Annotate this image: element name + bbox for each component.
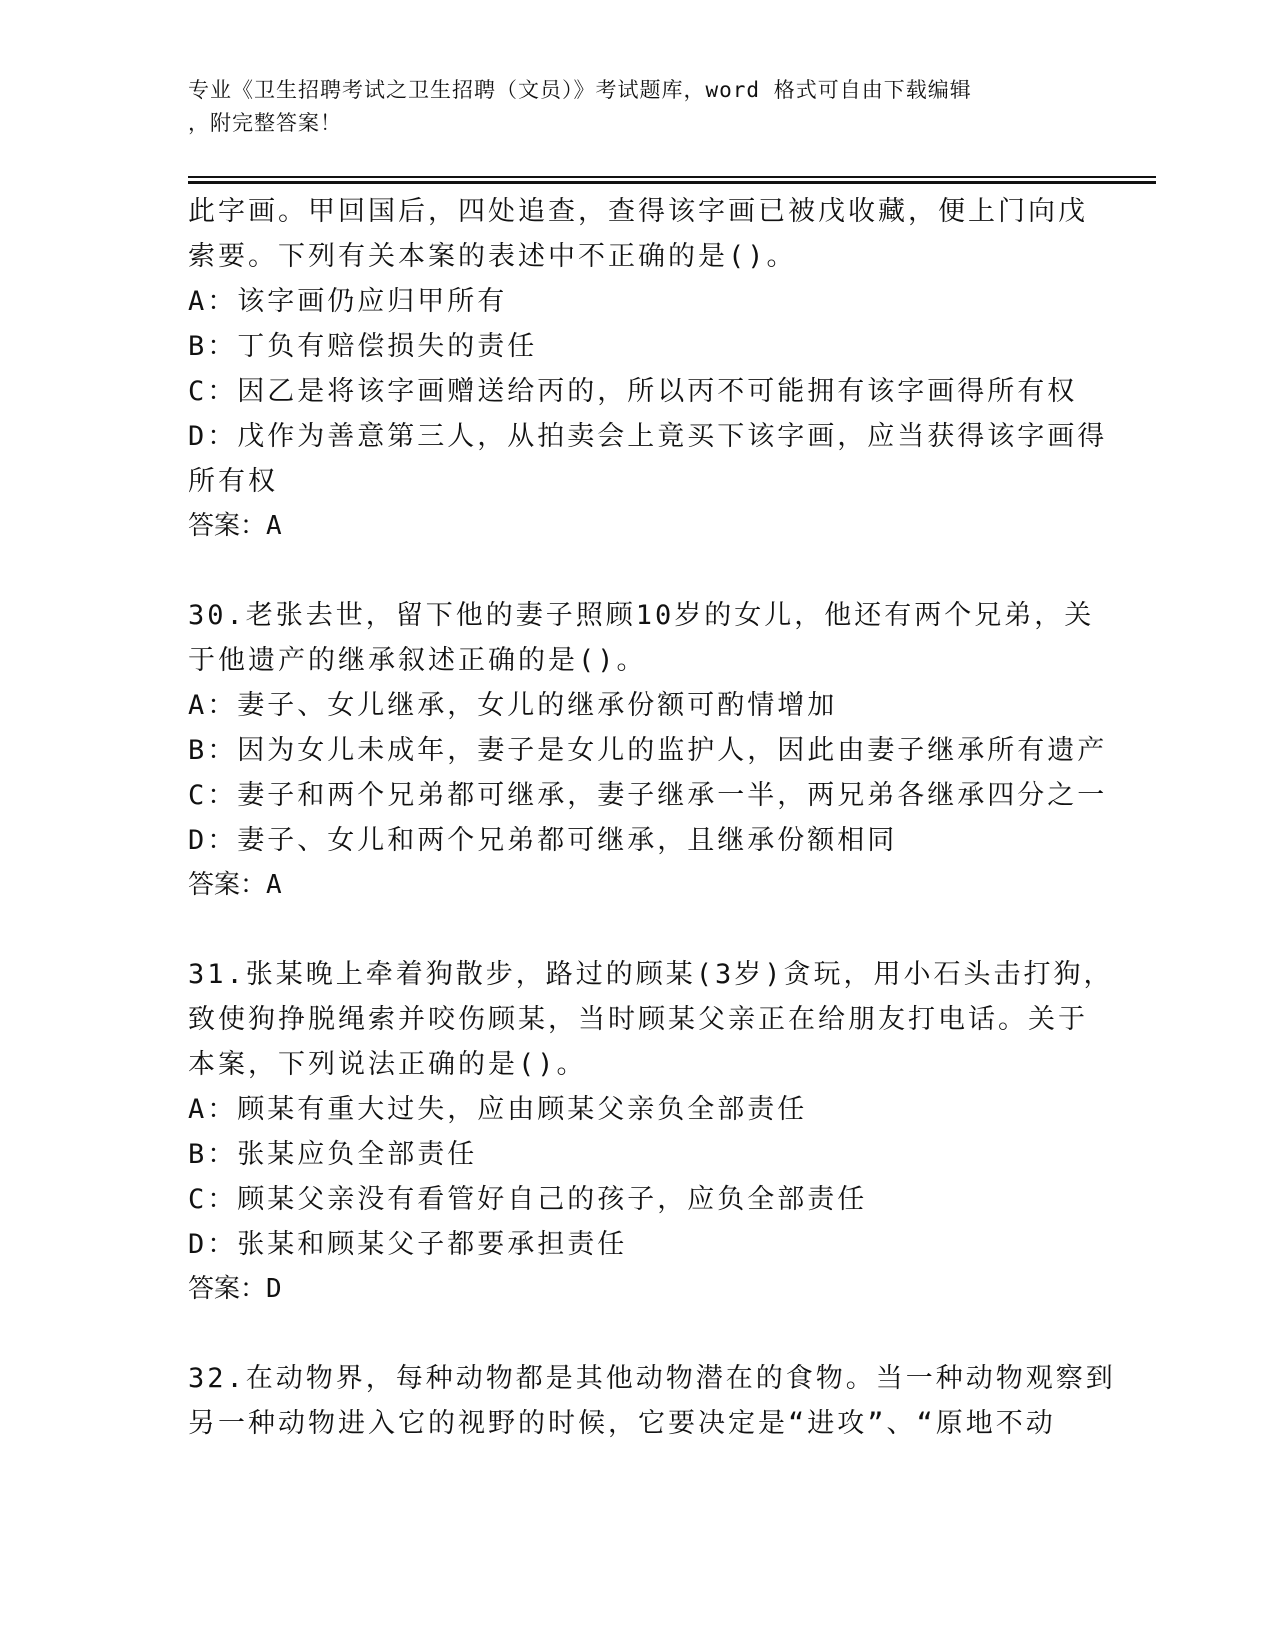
answer-label: 答案：: [188, 511, 267, 541]
option-d: D：戊作为善意第三人，从拍卖会上竟买下该字画，应当获得该字画得: [188, 421, 1108, 452]
header-divider-thick: [188, 181, 1156, 184]
answer-label: 答案：: [188, 870, 267, 900]
option-a: A：顾某有重大过失，应由顾某父亲负全部责任: [188, 1094, 808, 1125]
question-32: [188, 1356, 1116, 1446]
question-content: [188, 189, 1116, 1446]
option-b: B：张某应负全部责任: [188, 1139, 478, 1170]
header-divider-thin: [188, 176, 1156, 178]
document-header: [188, 74, 1078, 140]
option-d: D：妻子、女儿和两个兄弟都可继承，且继承份额相同: [188, 825, 898, 856]
question-text-line: 31.张某晚上牵着狗散步，路过的顾某(3岁)贪玩，用小石头击打狗，: [188, 959, 1114, 990]
question-text-line: 30.老张去世，留下他的妻子照顾10岁的女儿，他还有两个兄弟，关: [188, 600, 1095, 631]
answer-label: 答案：: [188, 1274, 267, 1304]
question-text-line: 本案，下列说法正确的是()。: [188, 1049, 587, 1080]
header-line-1: 专业《卫生招聘考试之卫生招聘（文员）》考试题库，word 格式可自由下载编辑: [188, 78, 972, 102]
answer-value: D: [266, 1274, 282, 1304]
question-text-line: 此字画。甲回国后，四处追查，查得该字画已被戊收藏，便上门向戊: [188, 196, 1088, 227]
option-c: C：顾某父亲没有看管好自己的孩子，应负全部责任: [188, 1184, 868, 1215]
answer-value: A: [266, 870, 282, 900]
option-c: C：因乙是将该字画赠送给丙的，所以丙不可能拥有该字画得所有权: [188, 376, 1078, 407]
header-line-2: ，附完整答案！: [188, 111, 342, 135]
option-a: A：该字画仍应归甲所有: [188, 286, 508, 317]
answer: [188, 863, 1088, 908]
question-text-line: 于他遗产的继承叙述正确的是()。: [188, 645, 647, 676]
option-a: A：妻子、女儿继承，女儿的继承份额可酌情增加: [188, 690, 838, 721]
answer: [188, 504, 1088, 549]
question-31: [188, 952, 1114, 1312]
option-b: B：因为女儿未成年，妻子是女儿的监护人，因此由妻子继承所有遗产: [188, 735, 1108, 766]
answer: [188, 1267, 1088, 1312]
question-text-line: 索要。下列有关本案的表述中不正确的是()。: [188, 241, 797, 272]
question-text-line: 致使狗挣脱绳索并咬伤顾某，当时顾某父亲正在给朋友打电话。关于: [188, 1004, 1088, 1035]
question-continued: [188, 189, 1108, 549]
question-text-line: 另一种动物进入它的视野的时候，它要决定是“进攻”、“原地不动: [188, 1408, 1056, 1439]
option-d-continued: 所有权: [188, 466, 278, 497]
question-text-line: 32.在动物界，每种动物都是其他动物潜在的食物。当一种动物观察到: [188, 1363, 1116, 1394]
answer-value: A: [266, 511, 282, 541]
option-b: B：丁负有赔偿损失的责任: [188, 331, 538, 362]
option-c: C：妻子和两个兄弟都可继承，妻子继承一半，两兄弟各继承四分之一: [188, 780, 1108, 811]
option-d: D：张某和顾某父子都要承担责任: [188, 1229, 628, 1260]
question-30: [188, 593, 1108, 908]
